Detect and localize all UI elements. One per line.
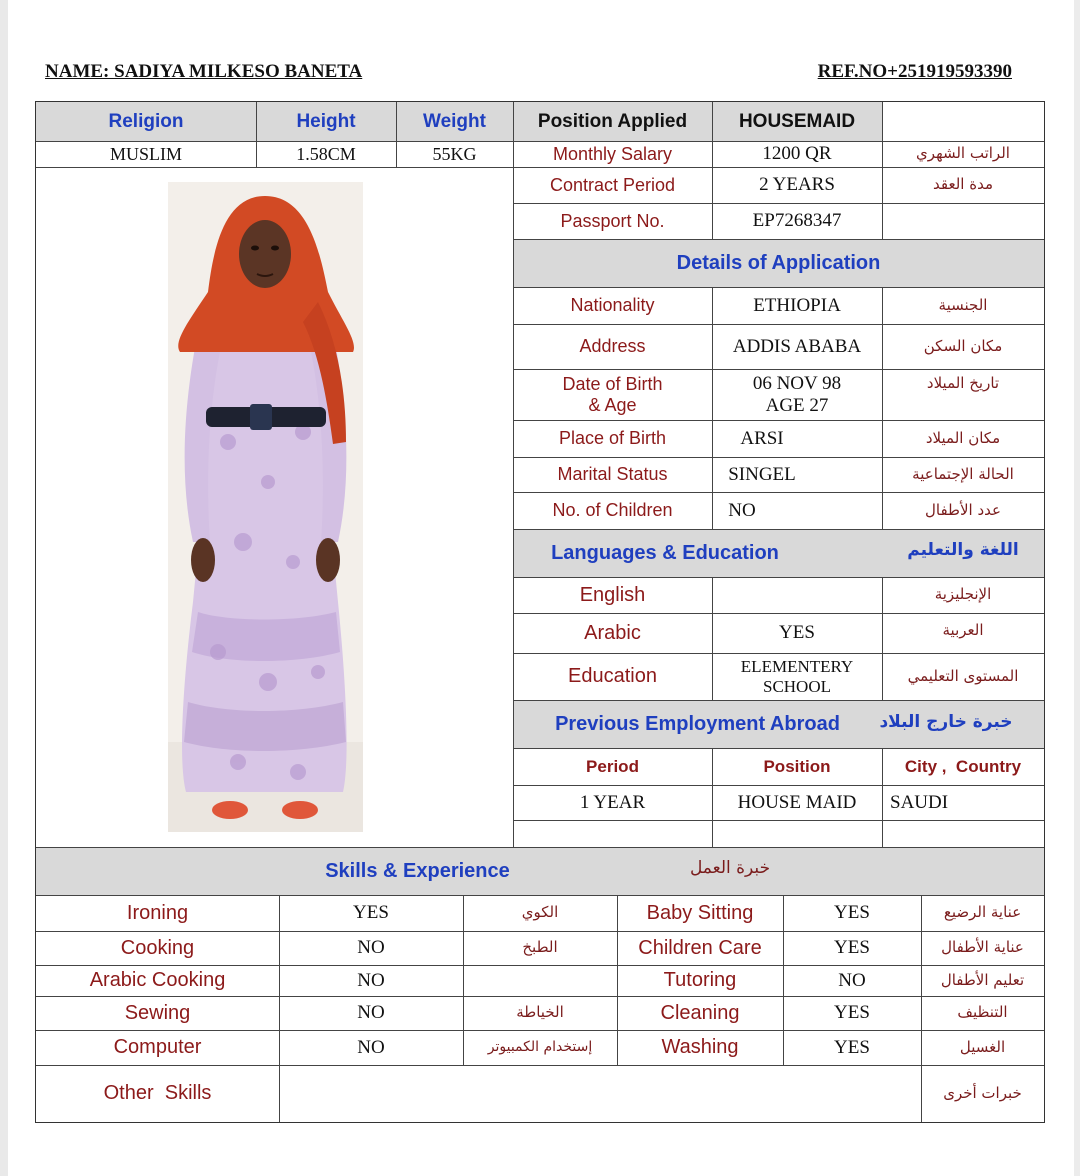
period-col-header: Period (586, 756, 639, 776)
skill-sewing-label: Sewing (124, 1001, 191, 1024)
skill-arabic-cooking-label: Arabic Cooking (89, 969, 226, 991)
skills-heading: Skills & Experience (325, 859, 510, 882)
other-skills-arabic: خبرات أخرى (943, 1083, 1022, 1102)
skill-children-care-label: Children Care (638, 936, 762, 959)
dob-label-line2: & Age (588, 394, 637, 415)
monthly-salary-value: 1200 QR (762, 143, 832, 165)
previous-employment-heading: Previous Employment Abroad (555, 712, 840, 735)
languages-heading-arabic: اللغة والتعليم (907, 540, 1019, 561)
weight-value: 55KG (432, 143, 477, 164)
skill-cooking-arabic: الطبخ (522, 938, 558, 957)
marital-status-value: SINGEL (728, 463, 796, 485)
dob-label-line1: Date of Birth (562, 373, 663, 394)
line (36, 847, 1044, 848)
english-label: English (579, 583, 646, 606)
skill-cleaning-arabic: التنظيف (957, 1003, 1008, 1022)
details-heading: Details of Application (676, 251, 881, 274)
place-of-birth-value: ARSI (740, 427, 784, 449)
position-col-header: Position (763, 756, 831, 776)
religion-header: Religion (108, 110, 184, 132)
nationality-label: Nationality (570, 295, 655, 316)
weight-header: Weight (423, 110, 486, 132)
education-arabic: المستوى التعليمي (907, 666, 1019, 685)
previous-position-value: HOUSE MAID (737, 791, 857, 813)
children-value: NO (728, 499, 756, 521)
other-skills-label: Other Skills (103, 1082, 212, 1104)
address-arabic: مكان السكن (923, 336, 1003, 355)
candidate-name: NAME: SADIYA MILKESO BANETA (45, 61, 363, 82)
skill-computer-label: Computer (113, 1036, 202, 1058)
address-value: ADDIS ABABA (732, 335, 862, 357)
skill-computer-arabic: إستخدام الكمبيوتر (487, 1039, 593, 1056)
education-value-line2: SCHOOL (762, 676, 831, 696)
children-arabic: عدد الأطفال (925, 500, 1001, 519)
skill-washing-arabic: الغسيل (959, 1037, 1006, 1056)
skill-tutoring-value: NO (838, 969, 866, 991)
skill-arabic-cooking-value: NO (357, 969, 385, 991)
skill-arabic-cooking-arabic (463, 965, 617, 996)
skill-cooking-label: Cooking (120, 936, 195, 959)
arabic-value: YES (779, 622, 815, 644)
skill-computer-value: NO (357, 1036, 385, 1058)
contract-period-arabic: مدة العقد (933, 175, 993, 194)
arabic-arabic: العربية (942, 621, 984, 640)
skills-heading-arabic: خبرة العمل (689, 858, 771, 879)
page-edge-left (0, 0, 8, 1176)
dob-value (712, 369, 882, 420)
skill-tutoring-arabic: تعليم الأطفال (940, 970, 1025, 989)
skill-baby-sitting-value: YES (834, 902, 870, 924)
skill-tutoring-label: Tutoring (663, 969, 737, 991)
skill-cooking-value: NO (357, 937, 385, 959)
page-edge-right (1074, 0, 1080, 1176)
country-col-header: City , Country (904, 756, 1022, 776)
skill-washing-label: Washing (661, 1036, 739, 1058)
monthly-salary-arabic: الراتب الشهري (916, 144, 1010, 163)
languages-heading: Languages & Education (551, 541, 779, 564)
monthly-salary-label: Monthly Salary (552, 143, 673, 164)
contract-period-label: Contract Period (549, 174, 676, 195)
education-label: Education (568, 665, 657, 687)
nationality-value: ETHIOPIA (753, 294, 841, 316)
height-header: Height (296, 110, 356, 132)
education-value-line1: ELEMENTERY (740, 656, 854, 676)
skill-ironing-label: Ironing (126, 901, 189, 924)
place-of-birth-arabic: مكان الميلاد (925, 428, 1001, 447)
skill-cleaning-label: Cleaning (660, 1001, 740, 1024)
passport-label: Passport No. (560, 210, 665, 231)
children-label: No. of Children (552, 500, 673, 521)
education-value (712, 653, 882, 700)
english-arabic: الإنجليزية (934, 585, 992, 604)
dob-label (513, 369, 712, 420)
english-value (712, 577, 882, 613)
skill-sewing-arabic: الخياطة (516, 1003, 564, 1022)
marital-status-arabic: الحالة الإجتماعية (912, 464, 1014, 483)
address-label: Address (579, 336, 646, 357)
position-applied-value: HOUSEMAID (738, 110, 856, 132)
reference-number: REF.NO+251919593390 (817, 61, 1012, 82)
skill-cleaning-value: YES (834, 1002, 870, 1024)
skill-children-care-arabic: عناية الأطفال (941, 938, 1024, 957)
previous-employment-heading-arabic: خبرة خارج البلاد (879, 712, 1013, 733)
passport-value: EP7268347 (752, 210, 842, 232)
dob-value-line1: 06 NOV 98 (752, 372, 842, 394)
skill-baby-sitting-label: Baby Sitting (646, 901, 754, 924)
arabic-label: Arabic (584, 621, 641, 644)
religion-value: MUSLIM (109, 143, 182, 164)
position-applied-label: Position Applied (537, 110, 688, 132)
previous-country-value: SAUDI (890, 791, 949, 813)
previous-period-value: 1 YEAR (579, 791, 646, 813)
skill-ironing-value: YES (353, 902, 389, 924)
height-value: 1.58CM (296, 143, 356, 164)
contract-period-value: 2 YEARS (759, 174, 835, 196)
passport-arabic (882, 203, 1044, 239)
nationality-arabic: الجنسية (938, 295, 988, 314)
marital-status-label: Marital Status (557, 464, 668, 485)
skill-washing-value: YES (834, 1036, 870, 1058)
skill-ironing-arabic: الكوي (521, 903, 559, 922)
age-value: AGE 27 (765, 394, 829, 416)
skill-children-care-value: YES (834, 937, 870, 959)
place-of-birth-label: Place of Birth (558, 428, 667, 449)
line (513, 820, 1044, 821)
skill-sewing-value: NO (357, 1002, 385, 1024)
skill-baby-sitting-arabic: عناية الرضيع (943, 903, 1022, 922)
dob-arabic: تاريخ الميلاد (926, 374, 1000, 393)
